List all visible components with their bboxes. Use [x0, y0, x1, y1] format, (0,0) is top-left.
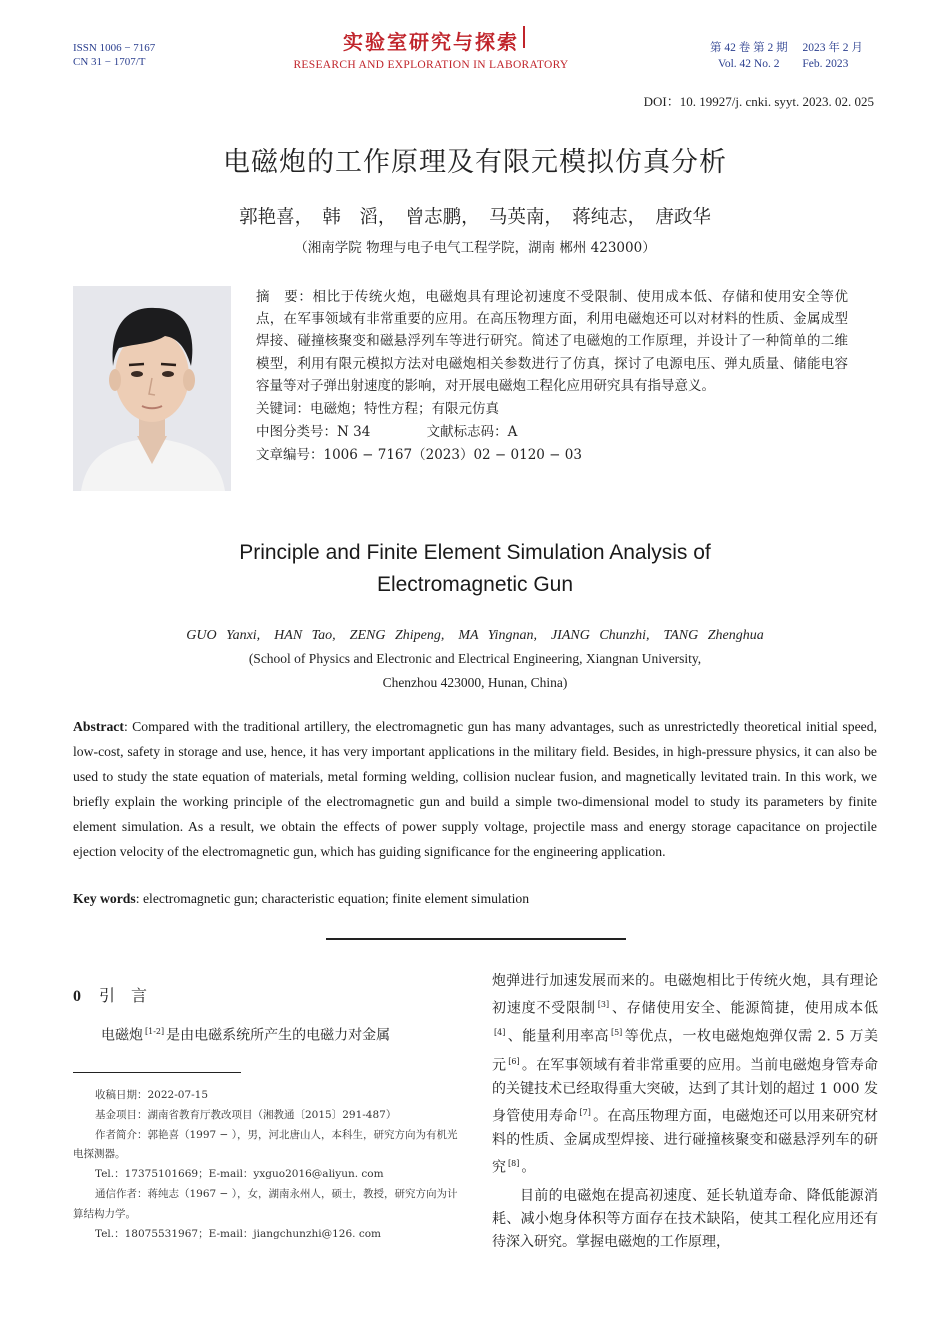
journal-title-bar — [523, 26, 525, 48]
right-text-f: 。在高压物理方面，电磁炮还可以用来研究材料的性质、金属成型焊接、进行碰撞核聚变和磁悬浮列车的研究 — [492, 1108, 879, 1177]
right-text-c: 、能量利用率高 — [507, 1029, 609, 1046]
abstract-en — [73, 714, 877, 864]
volume-en-text: Vol. 42 No. 2 — [718, 58, 780, 70]
abstract-en-label: Abstract — [73, 719, 124, 734]
affiliation-en-line1: (School of Physics and Electronic and Electrical Engineering, Xiangnan University, — [248, 651, 702, 666]
volume-cn-text: 第 42 卷 第 2 期 — [710, 42, 788, 54]
keywords-en-text: : electromagnetic gun; characteristic equation; finite element simulation — [135, 891, 530, 906]
intro-text-b: 是由电磁系统所产生的电磁力对金属 — [166, 1027, 391, 1044]
author-photo — [73, 286, 231, 491]
paper-title-en-line2: Electromagnetic Gun — [376, 573, 574, 596]
footnote-contact-2: Tel.：18075531967；E-mail：jiangchunzhi@126. com — [95, 1227, 381, 1240]
section-divider — [326, 938, 626, 940]
citation-8: [8] — [508, 1159, 520, 1169]
authors-cn: 郭艳喜， 韩 滔， 曾志鹏， 马英南， 蒋纯志， 唐政华 — [239, 207, 711, 228]
citation-1-2: [1-2] — [145, 1027, 165, 1036]
section-heading — [73, 983, 147, 1006]
affiliation-en — [0, 647, 950, 695]
abstract-en-text: : Compared with the traditional artillery, the electromagnetic gun has many advantages, such as unrestrictedly theoretical initial speed, low-cost, safety in storage and use, hence, it has very important applications in the military field. Besides, in high-pressure physics, it can also be used to study the state equation of materials, metal forming welding, collision nuclear fusion, and magnetically levitated train. In this work, we briefly explain the working principle of the electromagnetic gun and build a simple two-dimensional model to study its parameters by finite element simulation. As a result, we obtain the effects of power supply voltage, projectile mass and energy storage capacitance on projectile ejection velocity of the electromagnetic gun, which has guiding significance for the engineering application. — [73, 719, 877, 859]
paper-title-cn: 电磁炮的工作原理及有限元模拟仿真分析 — [223, 147, 727, 178]
authors-en: GUO Yanxi, HAN Tao, ZENG Zhipeng, MA Yingnan, JIANG Chunzhi, TANG Zhenghua — [186, 628, 764, 643]
clc-number: 中图分类号：N 34 — [256, 424, 371, 441]
intro-text-a: 电磁炮 — [101, 1027, 143, 1044]
footnote-contact-1: Tel.：17375101669；E-mail：yxguo2016@aliyun. com — [95, 1168, 384, 1181]
footnote-bio-1: 作者简介：郭艳喜（1997 − ），男，河北唐山人，本科生，研究方向为有机光电探测器。 — [73, 1128, 458, 1161]
abstract-cn-body — [256, 286, 848, 397]
footnotes — [73, 1086, 463, 1244]
footnote-fund: 基金项目：湖南省教育厅教改项目（湘教通〔2015〕291-487） — [95, 1108, 397, 1121]
abstract-cn-label: 摘 要： — [256, 289, 313, 305]
intro-paragraph-left — [73, 1020, 459, 1048]
keywords-en — [73, 891, 529, 907]
intro-paragraph-right-2: 目前的电磁炮在提高初速度、延长轨道寿命、降低能源消耗、减小炮身体积等方面存在技术缺陷，使其工程化应用还有待深入研究。掌握电磁炮的工作原理， — [492, 1187, 878, 1251]
right-text-d: 等优点，一枚电磁炮炮弹仅需 2. 5 万美元 — [492, 1029, 879, 1074]
abstract-cn-text: 相比于传统火炮，电磁炮具有理论初速度不受限制、使用成本低、存储和使用安全等优点，在军事领域有非常重要的应用。在高压物理方面，利用电磁炮还可以对材料的性质、金属成型焊接、碰撞核聚变和磁悬浮列车等进行研究。简述了电磁炮的工作原理，并设计了一种简单的二维模型，利用有限元模拟方法对电磁炮相关参数进行了仿真，探讨了电源电压、弹丸质量、储能电容容量等对子弹出射速度的影响，对开展电磁炮工程化应用研究具有指导意义。 — [256, 289, 849, 394]
citation-5: [5] — [610, 1028, 623, 1038]
right-text-g: 。 — [521, 1160, 536, 1177]
citation-7: [7] — [579, 1108, 591, 1117]
intro-column-right — [492, 970, 878, 1255]
intro-paragraph-right-1 — [492, 970, 878, 1181]
date-en: Feb. 2023 — [802, 58, 849, 70]
cn-label: CN 31 − 1707/T — [73, 56, 146, 68]
abstract-cn — [256, 286, 848, 467]
volume-en — [718, 57, 848, 71]
affiliation-cn: （湘南学院 物理与电子电气工程学院，湖南 郴州 423000） — [294, 240, 656, 256]
footnote-bio-2: 通信作者：蒋纯志（1967 − ），女，湖南永州人，硕士，教授，研究方向为计算结构力学。 — [73, 1187, 458, 1220]
document-code: 文献标志码：A — [426, 424, 518, 441]
footnote-rule — [73, 1072, 241, 1073]
journal-title-cn: 实验室研究与探索 — [343, 30, 519, 54]
citation-4: [4] — [494, 1028, 506, 1038]
footnote-received: 收稿日期：2022-07-15 — [95, 1089, 209, 1101]
right-text-b: 、存储使用安全、能源简捷，使用成本低 — [611, 1001, 879, 1018]
doi: DOI：10. 19927/j. cnki. syyt. 2023. 02. 025 — [643, 94, 874, 109]
citation-3: [3] — [597, 1000, 610, 1010]
section-number: 0 — [73, 988, 81, 1005]
section-title: 引 言 — [99, 986, 148, 1005]
article-number: 文章编号：1006 − 7167（2023）02 − 0120 − 03 — [256, 447, 582, 464]
right-text-e: 。在军事领域有着非常重要的应用。当前电磁炮身管寿命的关键技术已经取得重大突破，达到了其计划的超过 1 000 发身管使用寿命 — [492, 1057, 879, 1125]
journal-title-en: RESEARCH AND EXPLORATION IN LABORATORY — [293, 59, 569, 71]
date-cn: 2023 年 2 月 — [802, 42, 863, 54]
classification-line — [256, 421, 848, 443]
author-photo-illustration — [73, 286, 231, 491]
paper-title-en — [0, 537, 950, 601]
citation-6: [6] — [508, 1056, 520, 1066]
keywords-en-label: Key words — [73, 891, 136, 906]
paper-title-en-line1: Principle and Finite Element Simulation Analysis of — [239, 541, 711, 564]
right-text-a: 炮弹进行加速发展而来的。电磁炮相比于传统火炮，具有理论初速度不受限制 — [492, 973, 878, 1018]
volume-cn — [710, 41, 863, 55]
affiliation-en-line2: Chenzhou 423000, Hunan, China) — [382, 675, 568, 690]
keywords-cn: 关键词：电磁炮；特性方程；有限元仿真 — [256, 401, 499, 418]
issn-label: ISSN 1006 − 7167 — [73, 42, 156, 54]
